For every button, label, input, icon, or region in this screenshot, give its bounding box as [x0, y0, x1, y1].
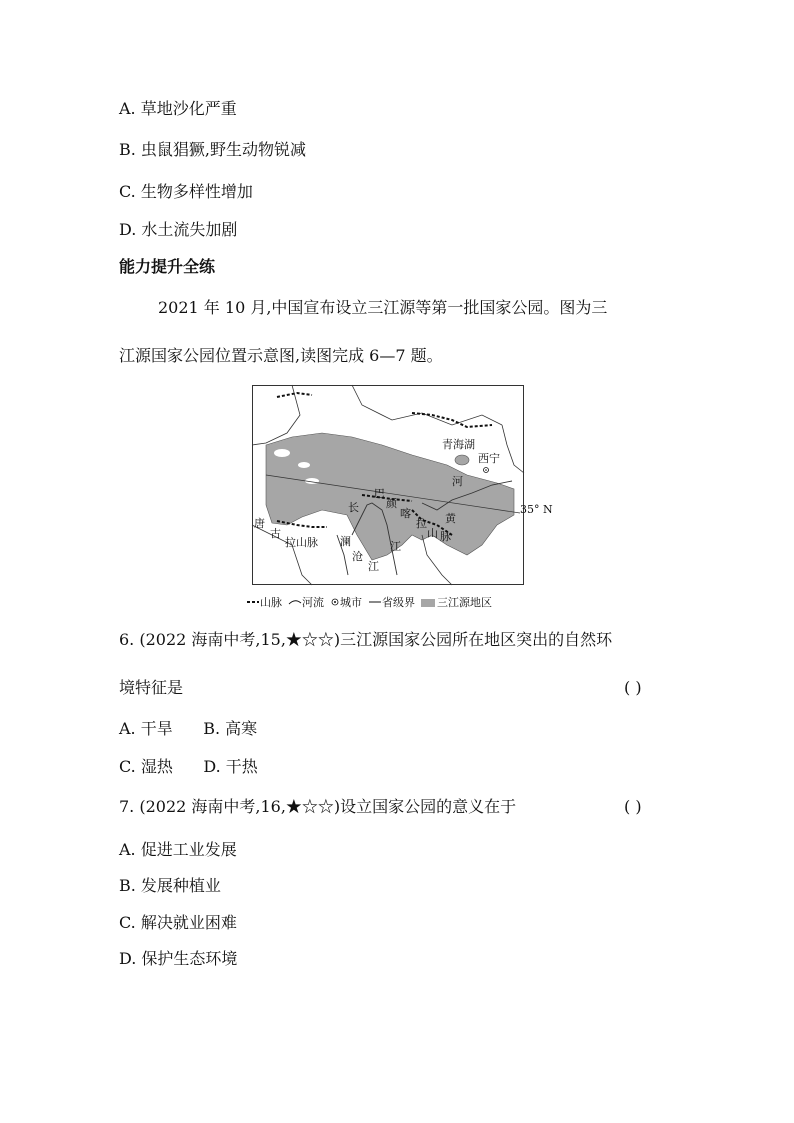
label-yan: 颜: [386, 497, 397, 510]
q7-option-b: B. 发展种植业: [119, 876, 221, 895]
label-huang: 黄: [445, 512, 456, 525]
xining-city-dot: [485, 469, 487, 471]
label-shan: 山: [427, 527, 438, 540]
qinghai-lake: [455, 455, 469, 465]
map-svg: [252, 385, 553, 585]
label-qinghai-lake: 青海湖: [442, 438, 475, 451]
q6-options-row-2: C. 湿热 D. 干热: [119, 757, 258, 776]
q7-option-c: C. 解决就业困难: [119, 913, 237, 932]
q5-option-c: C. 生物多样性增加: [119, 182, 253, 201]
label-shanmai: 山脉: [296, 536, 318, 549]
label-la: 拉: [416, 517, 427, 530]
q5-option-a: A. 草地沙化严重: [119, 99, 237, 118]
label-jiang2: 江: [368, 560, 379, 573]
lake-1: [274, 449, 290, 457]
label-tang: 唐: [254, 517, 265, 530]
legend-river: 河流: [288, 596, 324, 610]
q5-option-b: B. 虫鼠猖獗,野生动物锐减: [119, 140, 307, 159]
q7-option-d: D. 保护生态环境: [119, 949, 238, 968]
city-icon: [330, 598, 340, 606]
boundary-icon: [368, 598, 382, 606]
map-legend: [246, 596, 492, 610]
legend-region: 三江源地区: [421, 596, 492, 610]
section-title: 能力提升全练: [119, 257, 216, 276]
q7-option-a: A. 促进工业发展: [119, 840, 237, 859]
q6-stem-line-2: 境特征是: [119, 678, 184, 697]
legend-boundary: 省级界: [368, 596, 415, 610]
label-ka: 喀: [400, 507, 411, 520]
q5-option-d: D. 水土流失加剧: [119, 220, 238, 239]
intro-line-2: 江源国家公园位置示意图,读图完成 6—7 题。: [119, 346, 443, 365]
legend-mountain: 山脉: [246, 596, 282, 610]
label-latitude: 35° N: [520, 503, 553, 516]
sanjiangyuan-map: [252, 385, 553, 585]
label-chang: 长: [348, 501, 359, 514]
label-mai: 脉: [440, 530, 451, 543]
q6-options-row-1: A. 干旱 B. 高寒: [119, 719, 258, 738]
intro-line-1: 2021 年 10 月,中国宣布设立三江源等第一批国家公园。图为三: [158, 298, 608, 317]
label-la2: 拉: [285, 536, 296, 549]
label-xining: 西宁: [478, 452, 500, 465]
region-swatch-icon: [421, 599, 435, 607]
lake-2: [298, 462, 310, 468]
q6-answer-blank[interactable]: ( ): [624, 678, 642, 697]
label-ba: 巴: [374, 487, 385, 500]
river-icon: [288, 598, 302, 606]
q7-stem: 7. (2022 海南中考,16,★☆☆)设立国家公园的意义在于: [119, 797, 517, 816]
label-cang: 沧: [352, 550, 363, 563]
q7-answer-blank[interactable]: ( ): [624, 797, 642, 816]
q6-stem-line-1: 6. (2022 海南中考,15,★☆☆)三江源国家公园所在地区突出的自然环: [119, 630, 613, 649]
label-gu: 古: [270, 527, 281, 540]
label-jiang: 江: [390, 540, 401, 553]
legend-city: 城市: [330, 596, 362, 610]
label-he: 河: [452, 475, 463, 488]
label-lan: 澜: [340, 535, 351, 548]
mountain-icon: [246, 598, 260, 606]
